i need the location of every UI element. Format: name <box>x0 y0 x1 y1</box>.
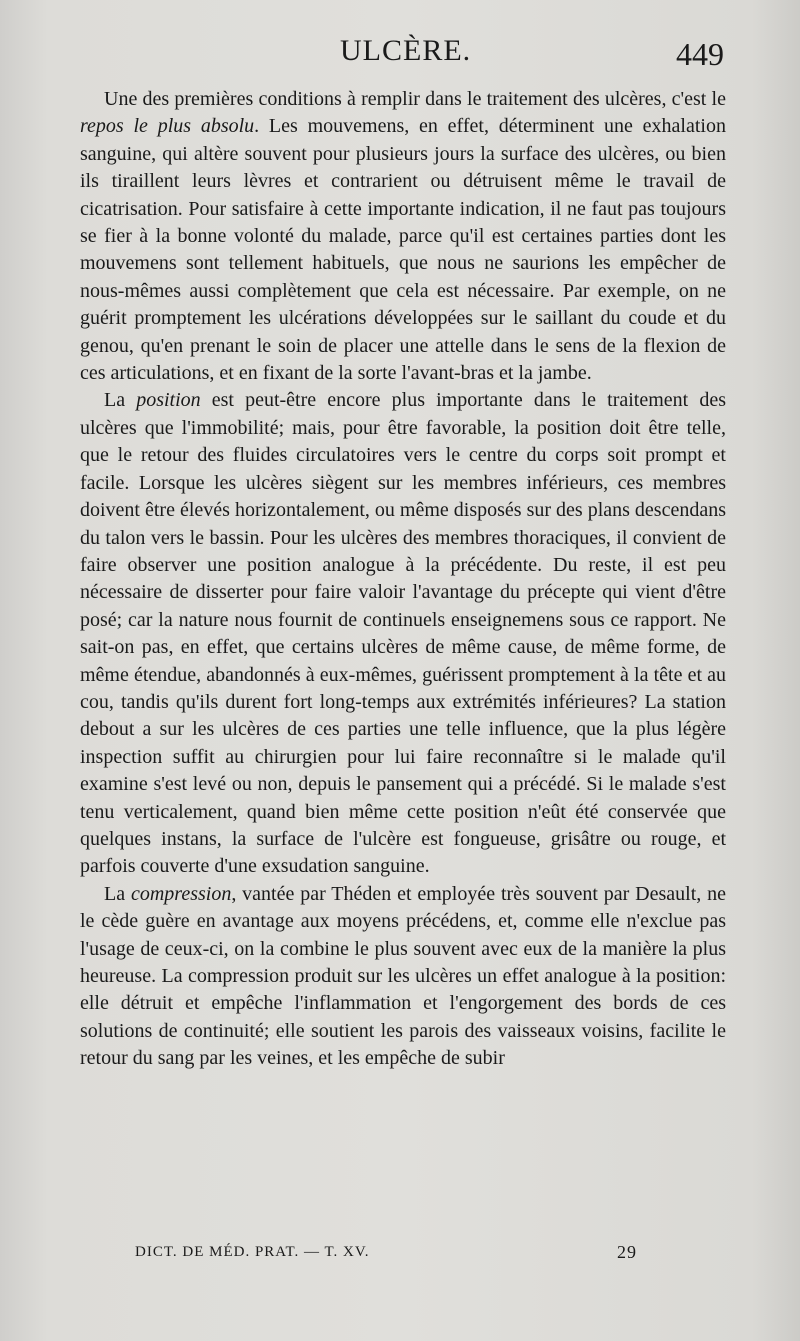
emphasis-position: position <box>136 389 201 412</box>
paragraph <box>80 86 726 387</box>
text-run: , vantée par Théden et employée très souvent par Desault, ne le cède guère en avantage aux moyens précédens, et, comme elle n'exclue pas l'usage de ceux-ci, on la combine le plus souvent avec eux de la manière la plus heureuse. La compression produit sur les ulcères un effet analogue à la position: elle détruit et empêche l'inflammation et l'engorgement des bords de ces solutions de continuité; elle soutient les parois des vaisseaux voisins, facilite le retour du sang par les veines, et les empêche de subir <box>80 882 726 1070</box>
emphasis-repos-le-plus-absolu: repos le plus absolu <box>80 115 255 138</box>
page-header <box>0 34 800 78</box>
emphasis-compression: compression <box>130 882 232 905</box>
sheet-number: 29 <box>617 1242 637 1262</box>
printer-signature: DICT. DE MÉD. PRAT. — T. XV. <box>135 1244 370 1260</box>
paragraph <box>80 387 726 880</box>
text-run: Une des premières conditions à remplir dans le traitement des ulcères, c'est le <box>104 88 726 110</box>
text-run: La <box>104 882 131 905</box>
body-text <box>80 86 726 1073</box>
text-run: . Les mouvemens, en effet, déterminent une exhalation sanguine, qui altère souvent pour plusieurs jours la surface des ulcères, ou bien ils tiraillent leurs lèvres et contrarient ou détruisent même le travail de cicatrisation. Pour satisfaire à cette importante indication, il ne faut pas toujours se fier à la bonne volonté du malade, parce qu'il est certaines parties dont les mouvemens sont tellement habituels, que nous ne saurions les empêcher de nous-mêmes aussi complètement que cela est nécessaire. Par exemple, on ne guérit promptement les ulcérations développées sur le saillant du coude et du genou, qu'en prenant le soin de placer une attelle dans le sens de la flexion de ces articulations, et en fixant de la sorte l'avant-bras et la jambe. <box>80 115 726 385</box>
text-run: La <box>104 389 137 412</box>
page-footer <box>0 1244 800 1270</box>
paragraph <box>80 881 726 1073</box>
running-title: ULCÈRE. <box>340 34 472 67</box>
page-number: 449 <box>676 36 724 72</box>
text-run: est peut-être encore plus importante dans le traitement des ulcères que l'immobilité; mais, pour être favorable, la position doit être telle, que le retour des fluides circulatoires vers le centre du corps soit prompt et facile. Lorsque les ulcères siègent sur les membres inférieurs, ces membres doivent être élevés horizontalement, ou même disposés sur des plans descendans du talon vers le bassin. Pour les ulcères des membres thoraciques, il convient de faire observer une position analogue à la précédente. Du reste, il est peu nécessaire de disserter pour faire valoir l'avantage du précepte qui vient d'être posé; car la nature nous fournit de continuels enseignemens sous ce rapport. Ne sait-on pas, en effet, que certains ulcères de même cause, de même forme, de même étendue, abandonnés à eux-mêmes, guérissent promptement à la tête et au cou, tandis qu'ils durent fort long-temps aux extrémités inférieures? La station debout a sur les ulcères de ces parties une telle influence, que la plus légère inspection suffit au chirurgien pour lui faire reconnaître si le malade qu'il examine s'est levé ou non, depuis le pansement qui a précédé. Si le malade s'est tenu verticalement, quand bien même cette position n'eût été conservée que quelques instans, la surface de l'ulcère est fongueuse, grisâtre ou rouge, et parfois couverte d'une exsudation sanguine. <box>80 389 726 878</box>
